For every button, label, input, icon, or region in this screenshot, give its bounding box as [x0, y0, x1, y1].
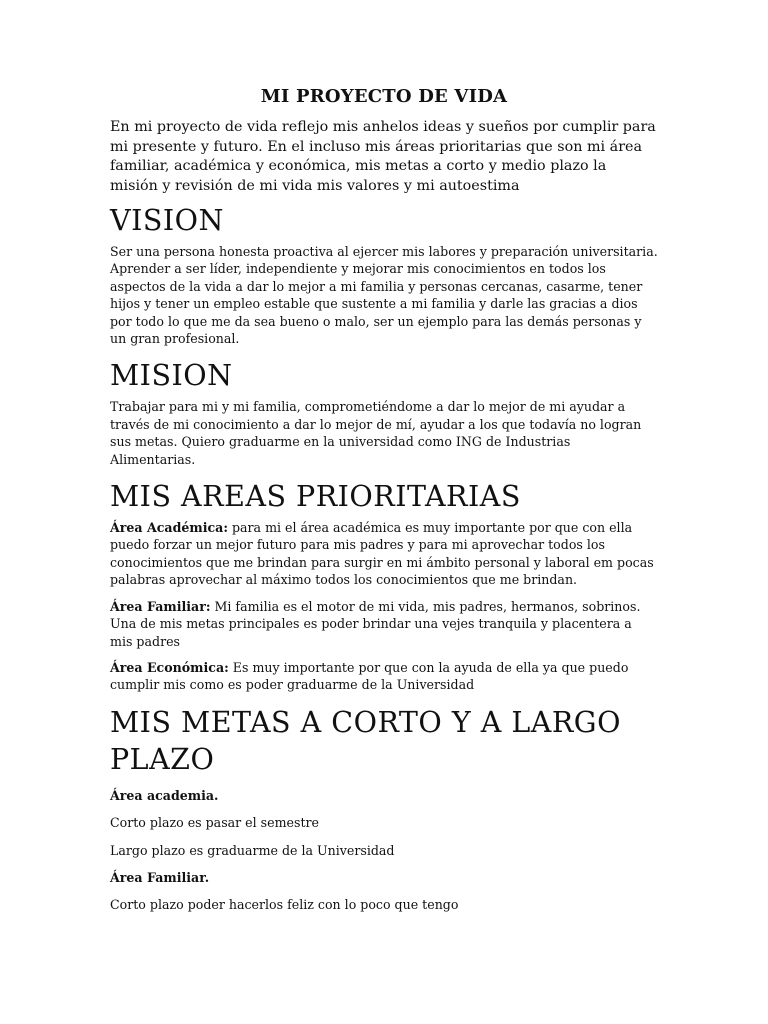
mision-paragraph: Trabajar para mi y mi familia, comprometiéndome a dar lo mejor de mi ayudar a través de mi conocimiento a dar lo mejor de mí, ayudar a los que todavía no logran sus metas. Quiero graduarme en la universidad como ING de Industrias Alimentarias. [110, 399, 642, 467]
metas-familiar-label [110, 869, 658, 886]
area-familiar-text: Mi familia es el motor de mi vida, mis padres, hermanos, sobrinos. Una de mis metas principales es poder brindar una vejes tranquila y placentera a mis padres [110, 598, 641, 649]
area-familiar-label: Área Familiar: [110, 598, 211, 614]
metas-corto-familiar: Corto plazo poder hacerlos feliz con lo poco que tengo [110, 897, 459, 913]
mision-heading: MISION [110, 359, 233, 393]
metas-academia-label [110, 787, 658, 804]
metas-familiar-label-text: Área Familiar. [110, 869, 210, 885]
document-title: MI PROYECTO DE VIDA [260, 86, 508, 107]
metas-academia-label-text: Área academia. [110, 787, 219, 803]
metas-heading: MIS METAS A CORTO Y A LARGO PLAZO [110, 705, 621, 776]
area-familiar-paragraph [110, 598, 658, 650]
area-economica-label: Área Económica: [110, 659, 229, 675]
document-page [110, 86, 658, 924]
area-economica-text: Es muy importante por que con la ayuda de ella ya que puedo cumplir mis como es poder graduarme de la Universidad [110, 659, 629, 693]
metas-corto-academia: Corto plazo es pasar el semestre [110, 815, 319, 831]
area-academica-text: para mi el área académica es muy importante por que con ella puedo forzar un mejor futuro para mis padres y para mi aprovechar todos los conocimientos que me brindan para surgir en mi ámbito personal y laboral em pocas palabras aprovechar al máximo todos los conocimientos que me brindan. [110, 520, 654, 588]
area-economica-paragraph [110, 659, 658, 694]
metas-largo-academia: Largo plazo es graduarme de la Universidad [110, 842, 395, 858]
areas-heading: MIS AREAS PRIORITARIAS [110, 480, 521, 514]
vision-paragraph: Ser una persona honesta proactiva al ejercer mis labores y preparación universitaria. Aprender a ser líder, independiente y mejorar mis conocimientos en todos los aspectos de la vida a dar lo mejor a mi familia y personas cercanas, casarme, tener hijos y tener un empleo estable que sustente a mi familia y darle las gracias a dios por todo lo que me da sea bueno o malo, ser un ejemplo para las demás personas y un gran profesional. [110, 244, 658, 347]
intro-paragraph: En mi proyecto de vida reflejo mis anhelos ideas y sueños por cumplir para mi presente y futuro. En el incluso mis áreas prioritarias que son mi área familiar, académica y económica, mis metas a corto y medio plazo la misión y revisión de mi vida mis valores y mi autoestima [110, 119, 656, 194]
vision-heading: VISION [110, 204, 224, 237]
area-academica-label: Área Académica: [110, 520, 228, 536]
area-academica-paragraph [110, 519, 658, 589]
